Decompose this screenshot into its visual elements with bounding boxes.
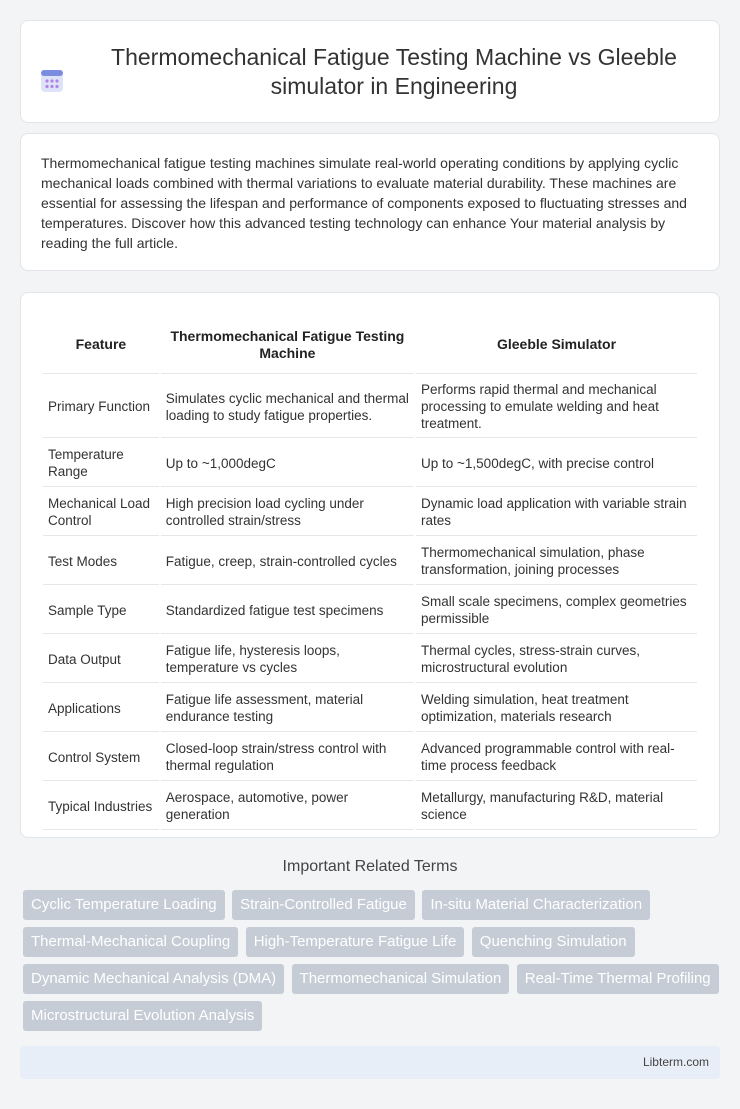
table-row bbox=[43, 783, 697, 830]
comparison-table bbox=[41, 314, 699, 832]
feature-cell: Data Output bbox=[43, 636, 159, 683]
related-term-tag[interactable]: Cyclic Temperature Loading bbox=[23, 890, 225, 920]
gleeble-cell: Metallurgy, manufacturing R&D, material science bbox=[416, 783, 697, 830]
related-term-tag[interactable]: In-situ Material Characterization bbox=[422, 890, 650, 920]
table-row bbox=[43, 440, 697, 487]
intro-card bbox=[20, 133, 720, 271]
feature-cell: Temperature Range bbox=[43, 440, 159, 487]
table-header-row bbox=[43, 316, 697, 374]
gleeble-cell: Thermomechanical simulation, phase transformation, joining processes bbox=[416, 538, 697, 585]
gleeble-cell: Welding simulation, heat treatment optimization, materials research bbox=[416, 685, 697, 732]
table-row bbox=[43, 538, 697, 585]
gleeble-cell: Advanced programmable control with real-time process feedback bbox=[416, 734, 697, 781]
tmf-machine-cell: Standardized fatigue test specimens bbox=[161, 587, 414, 634]
footer-site[interactable]: Libterm.com bbox=[642, 1055, 709, 1069]
footer bbox=[20, 1046, 720, 1079]
related-term-tag[interactable]: Thermomechanical Simulation bbox=[292, 964, 510, 994]
related-terms-list bbox=[23, 890, 723, 1038]
header-tmf-machine: Thermomechanical Fatigue Testing Machine bbox=[161, 316, 414, 374]
header-feature: Feature bbox=[43, 316, 159, 374]
table-row bbox=[43, 587, 697, 634]
feature-cell: Sample Type bbox=[43, 587, 159, 634]
tmf-machine-cell: High precision load cycling under controlled strain/stress bbox=[161, 489, 414, 536]
calendar-grid-icon bbox=[40, 68, 64, 94]
gleeble-cell: Dynamic load application with variable strain rates bbox=[416, 489, 697, 536]
related-term-tag[interactable]: High-Temperature Fatigue Life bbox=[246, 927, 465, 957]
feature-cell: Primary Function bbox=[43, 376, 159, 438]
table-row bbox=[43, 376, 697, 438]
title-card bbox=[20, 20, 720, 123]
feature-cell: Test Modes bbox=[43, 538, 159, 585]
tmf-machine-cell: Fatigue life assessment, material endurance testing bbox=[161, 685, 414, 732]
comparison-card bbox=[20, 292, 720, 838]
gleeble-cell: Performs rapid thermal and mechanical processing to emulate welding and heat treatment. bbox=[416, 376, 697, 438]
feature-cell: Mechanical Load Control bbox=[43, 489, 159, 536]
related-term-tag[interactable]: Quenching Simulation bbox=[472, 927, 635, 957]
feature-cell: Typical Industries bbox=[43, 783, 159, 830]
gleeble-cell: Thermal cycles, stress-strain curves, microstructural evolution bbox=[416, 636, 697, 683]
tmf-machine-cell: Fatigue life, hysteresis loops, temperature vs cycles bbox=[161, 636, 414, 683]
tmf-machine-cell: Aerospace, automotive, power generation bbox=[161, 783, 414, 830]
intro-paragraph: Thermomechanical fatigue testing machines simulate real-world operating conditions by applying cyclic mechanical loads combined with thermal variations to evaluate material durability. These machines are essential for assessing the lifespan and performance of components exposed to fluctuating stresses and temperatures. Discover how this advanced testing technology can enhance Your material analysis by reading the full article. bbox=[41, 155, 687, 251]
tmf-machine-cell: Fatigue, creep, strain-controlled cycles bbox=[161, 538, 414, 585]
tmf-machine-cell: Closed-loop strain/stress control with thermal regulation bbox=[161, 734, 414, 781]
related-term-tag[interactable]: Microstructural Evolution Analysis bbox=[23, 1001, 262, 1031]
related-term-tag[interactable]: Strain-Controlled Fatigue bbox=[232, 890, 415, 920]
related-term-tag[interactable]: Dynamic Mechanical Analysis (DMA) bbox=[23, 964, 284, 994]
related-term-tag[interactable]: Thermal-Mechanical Coupling bbox=[23, 927, 238, 957]
table-row bbox=[43, 636, 697, 683]
table-body bbox=[43, 376, 697, 830]
table-row bbox=[43, 734, 697, 781]
gleeble-cell: Small scale specimens, complex geometries permissible bbox=[416, 587, 697, 634]
related-terms-title: Important Related Terms bbox=[282, 858, 458, 875]
tmf-machine-cell: Simulates cyclic mechanical and thermal loading to study fatigue properties. bbox=[161, 376, 414, 438]
page-title: Thermomechanical Fatigue Testing Machine vs Gleeble simulator in Engineering bbox=[111, 43, 677, 99]
table-row bbox=[43, 489, 697, 536]
related-term-tag[interactable]: Real-Time Thermal Profiling bbox=[517, 964, 719, 994]
table-row bbox=[43, 685, 697, 732]
feature-cell: Applications bbox=[43, 685, 159, 732]
feature-cell: Control System bbox=[43, 734, 159, 781]
header-gleeble: Gleeble Simulator bbox=[416, 316, 697, 374]
tmf-machine-cell: Up to ~1,000degC bbox=[161, 440, 414, 487]
gleeble-cell: Up to ~1,500degC, with precise control bbox=[416, 440, 697, 487]
